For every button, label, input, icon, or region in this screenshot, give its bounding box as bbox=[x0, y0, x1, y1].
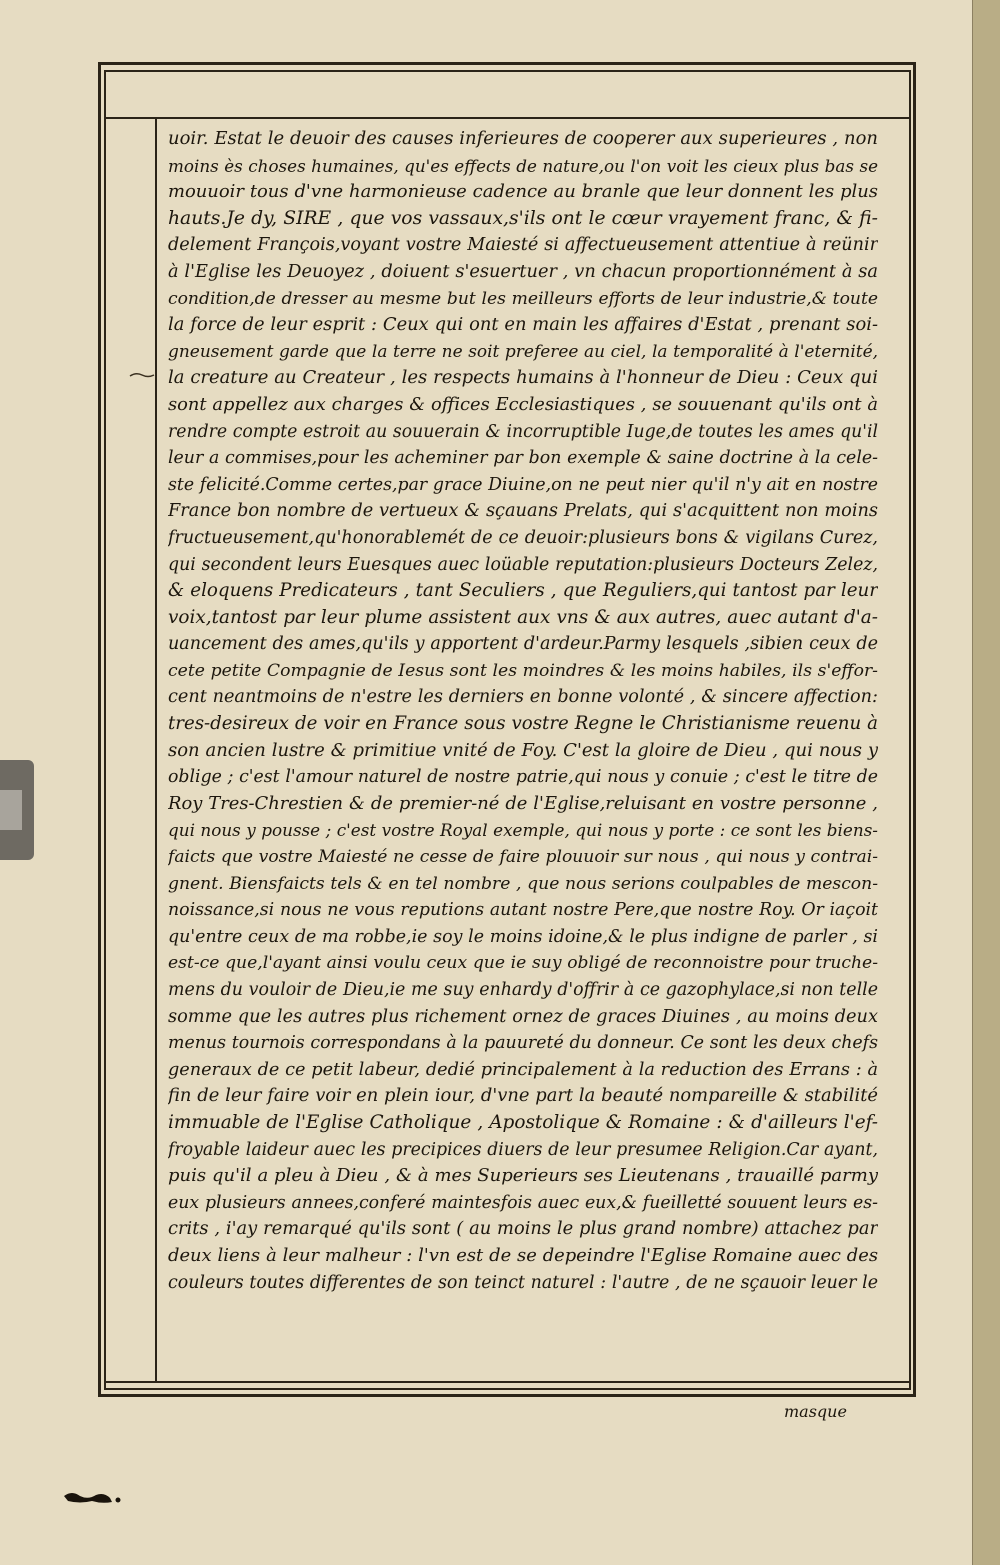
text-line: uoir. Estat le deuoir des causes inferieures de cooperer aux superieures , non bbox=[168, 128, 878, 149]
text-line: froyable laideur auec les precipices diuers de leur presumee Religion.Car ayant, bbox=[168, 1139, 878, 1160]
text-line: gnent. Biensfaicts tels & en tel nombre , que nous serions coulpables de mescon- bbox=[168, 873, 878, 894]
text-line: qu'entre ceux de ma robbe,ie soy le moins idoine,& le plus indigne de parler , si bbox=[168, 926, 878, 947]
text-line: deux liens à leur malheur : l'vn est de se depeindre l'Eglise Romaine auec des bbox=[168, 1244, 878, 1266]
text-line: menus tournois correspondans à la pauureté du donneur. Ce sont les deux chefs bbox=[168, 1033, 878, 1054]
text-line: delement François,voyant vostre Maiesté si affectueusement attentiue à reünir bbox=[168, 235, 878, 256]
frame-right-rule-outer bbox=[913, 62, 916, 1397]
text-line: son ancien lustre & primitiue vnité de Foy. C'est la gloire de Dieu , qui nous y bbox=[168, 739, 878, 761]
text-line: eux plusieurs annees,conferé maintesfois auec eux,& fueilletté souuent leurs es- bbox=[168, 1192, 878, 1213]
binding-clip-highlight bbox=[0, 790, 22, 830]
text-line: somme que les autres plus richement ornez de graces Diuines , au moins deux bbox=[168, 1006, 878, 1027]
text-line: couleurs toutes differentes de son teinct naturel : l'autre , de ne sçauoir leuer le bbox=[168, 1272, 878, 1293]
text-line: est-ce que,l'ayant ainsi voulu ceux que ie suy obligé de reconnoistre pour truche- bbox=[168, 953, 878, 974]
text-line: cent neantmoins de n'estre les derniers en bonne volonté , & sincere affection: bbox=[168, 687, 878, 708]
frame-bottom-rule-inner bbox=[104, 1388, 910, 1390]
text-line: uancement des ames,qu'ils y apportent d'ardeur.Parmy lesquels ,sibien ceux de bbox=[168, 634, 878, 655]
text-line: immuable de l'Eglise Catholique , Apostolique & Romaine : & d'ailleurs l'ef- bbox=[168, 1111, 878, 1133]
text-line: qui nous y pousse ; c'est vostre Royal exemple, qui nous y porte : ce sont les biens- bbox=[168, 820, 878, 841]
frame-header-rule bbox=[104, 117, 910, 119]
text-line: puis qu'il a pleu à Dieu , & à mes Superieurs ses Lieutenans , trauaillé parmy bbox=[168, 1165, 878, 1187]
text-line: la creature au Createur , les respects humains à l'honneur de Dieu : Ceux qui bbox=[168, 367, 878, 389]
text-line: faicts que vostre Maiesté ne cesse de faire plouuoir sur nous , qui nous y contrai- bbox=[168, 847, 878, 868]
catchword: masque bbox=[784, 1402, 847, 1421]
text-line: noissance,si nous ne vous reputions autant nostre Pere,que nostre Roy. Or iaçoit bbox=[168, 900, 878, 921]
text-line: sont appellez aux charges & offices Ecclesiastiques , se souuenant qu'ils ont à bbox=[168, 393, 878, 415]
text-line: la force de leur esprit : Ceux qui ont en main les affaires d'Estat , prenant soi- bbox=[168, 314, 878, 336]
marginal-mark-icon bbox=[128, 370, 156, 380]
text-line: à l'Eglise les Deuoyez , doiuent s'esuertuer , vn chacun proportionnément à sa bbox=[168, 261, 878, 282]
text-line: fin de leur faire voir en plein iour, d'vne part la beauté nompareille & stabilité bbox=[168, 1085, 878, 1107]
text-line: oblige ; c'est l'amour naturel de nostre patrie,qui nous y conuie ; c'est le titre de bbox=[168, 767, 878, 788]
frame-footer-rule bbox=[104, 1381, 910, 1383]
frame-left-rule-inner bbox=[104, 70, 106, 1390]
text-line: gneusement garde que la terre ne soit preferee au ciel, la temporalité à l'eternité, bbox=[168, 341, 878, 362]
ink-blot-icon bbox=[62, 1484, 122, 1508]
frame-left-rule-outer bbox=[98, 62, 101, 1397]
text-line: rendre compte estroit au souuerain & incorruptible Iuge,de toutes les ames qu'il bbox=[168, 421, 878, 442]
text-line: condition,de dresser au mesme but les meilleurs efforts de leur industrie,& toute bbox=[168, 288, 878, 309]
frame-right-rule-inner bbox=[909, 70, 911, 1390]
text-line: crits , i'ay remarqué qu'ils sont ( au moins le plus grand nombre) attachez par bbox=[168, 1218, 878, 1240]
text-line: moins ès choses humaines, qu'es effects de nature,ou l'on voit les cieux plus bas se bbox=[168, 155, 878, 176]
text-line: & eloquens Predicateurs , tant Seculiers , que Reguliers,qui tantost par leur bbox=[168, 580, 878, 602]
text-left-rule bbox=[155, 117, 157, 1383]
text-line: cete petite Compagnie de Iesus sont les moindres & les moins habiles, ils s'effor- bbox=[168, 660, 878, 681]
frame-bottom-rule-outer bbox=[98, 1394, 916, 1397]
text-line: mens du vouloir de Dieu,ie me suy enhardy d'offrir à ce gazophylace,si non telle bbox=[168, 980, 878, 1000]
frame-top-rule-outer bbox=[98, 62, 916, 65]
text-line: mouuoir tous d'vne harmonieuse cadence au branle que leur donnent les plus bbox=[168, 181, 878, 203]
book-spine-edge bbox=[972, 0, 1000, 1565]
text-line: France bon nombre de vertueux & sçauans Prelats, qui s'acquittent non moins bbox=[168, 501, 878, 522]
text-line: leur a commises,pour les acheminer par bon exemple & saine doctrine à la cele- bbox=[168, 448, 878, 469]
text-line: tres-desireux de voir en France sous vostre Regne le Christianisme reuenu à bbox=[168, 713, 878, 735]
text-line: voix,tantost par leur plume assistent aux vns & aux autres, auec autant d'a- bbox=[168, 606, 878, 628]
body-text bbox=[168, 126, 878, 1376]
text-line: qui secondent leurs Euesques auec loüable reputation:plusieurs Docteurs Zelez, bbox=[168, 554, 878, 575]
text-line: Roy Tres-Chrestien & de premier-né de l'Eglise,reluisant en vostre personne , bbox=[168, 792, 878, 814]
text-line: hauts.Je dy, SIRE , que vos vassaux,s'ils ont le cœur vrayement franc, & fi- bbox=[168, 207, 878, 229]
frame-top-rule-inner bbox=[104, 70, 910, 72]
text-line: ste felicité.Comme certes,par grace Diuine,on ne peut nier qu'il n'y ait en nostre bbox=[168, 474, 878, 495]
text-line: generaux de ce petit labeur, dedié principalement à la reduction des Errans : à bbox=[168, 1059, 878, 1080]
text-line: fructueusement,qu'honorablemét de ce deuoir:plusieurs bons & vigilans Curez, bbox=[168, 527, 878, 548]
